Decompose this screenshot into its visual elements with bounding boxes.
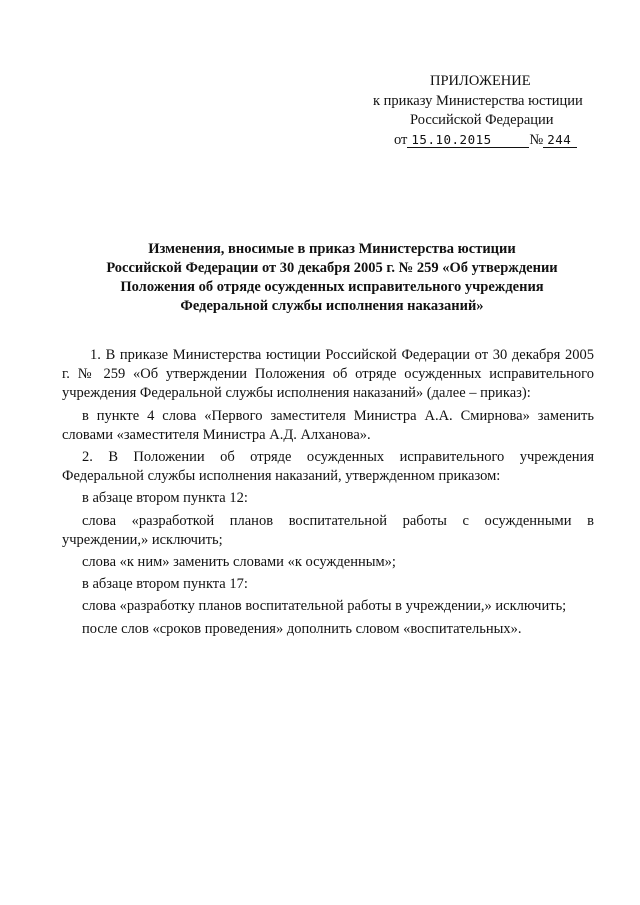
paragraph-1: 1. В приказе Министерства юстиции Российской Федерации от 30 декабря 2005 г. № 259 «Об утверждении Положения об отряде осужденных исправительного учреждения Федеральной службы исполнения наказаний» (далее – приказ): bbox=[62, 347, 594, 402]
appendix-title: ПРИЛОЖЕНИЕ bbox=[430, 73, 531, 89]
appendix-date-line bbox=[360, 131, 620, 151]
appendix-block bbox=[360, 72, 620, 150]
handwritten-date: 15.10.2015 bbox=[407, 133, 529, 148]
date-prefix: от bbox=[394, 131, 408, 148]
title-line-3: Положения об отряде осужденных исправительного учреждения bbox=[120, 279, 544, 295]
paragraph-4: в абзаце втором пункта 12: bbox=[82, 490, 248, 507]
appendix-federation: Российской Федерации bbox=[410, 112, 554, 128]
document-title bbox=[62, 240, 602, 316]
paragraph-7: в абзаце втором пункта 17: bbox=[82, 576, 248, 593]
paragraph-8: слова «разработку планов воспитательной работы в учреждении,» исключить; bbox=[82, 598, 567, 615]
title-line-4: Федеральной службы исполнения наказаний» bbox=[180, 298, 484, 314]
paragraph-9: после слов «сроков проведения» дополнить словом «воспитательных». bbox=[82, 620, 522, 637]
handwritten-number: 244 bbox=[543, 133, 577, 148]
document-body bbox=[62, 346, 594, 639]
number-prefix: № bbox=[529, 131, 544, 148]
paragraph-2: в пункте 4 слова «Первого заместителя Министра А.А. Смирнова» заменить словами «заместителя Министра А.Д. Алханова». bbox=[62, 407, 594, 443]
paragraph-5: слова «разработкой планов воспитательной работы с осужденными в учреждении,» исключить; bbox=[62, 512, 594, 548]
appendix-order-reference: к приказу Министерства юстиции bbox=[373, 92, 583, 109]
title-line-1: Изменения, вносимые в приказ Министерства юстиции bbox=[148, 241, 516, 257]
paragraph-3: 2. В Положении об отряде осужденных исправительного учреждения Федеральной службы исполнения наказаний, утвержденном приказом: bbox=[62, 449, 594, 485]
title-line-2: Российской Федерации от 30 декабря 2005 г. № 259 «Об утверждении bbox=[106, 260, 558, 276]
paragraph-6: слова «к ним» заменить словами «к осужденным»; bbox=[82, 554, 396, 571]
